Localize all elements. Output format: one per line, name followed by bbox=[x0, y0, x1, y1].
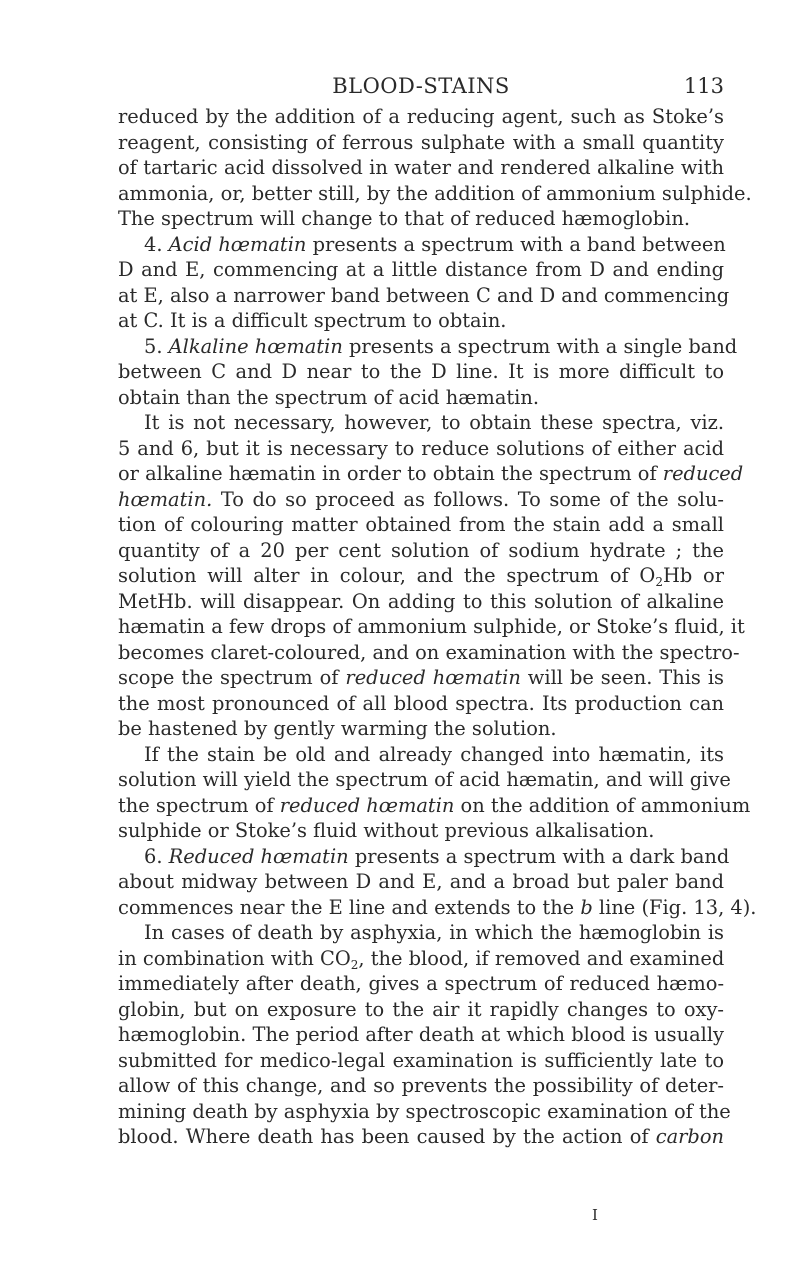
italic-term: Acid hœmatin bbox=[168, 232, 307, 256]
italic-term: reduced hœmatin bbox=[345, 666, 521, 689]
text-line: obtain than the spectrum of acid hæmatin. bbox=[118, 385, 540, 409]
italic-term: Reduced hœmatin bbox=[168, 844, 349, 868]
text-segment: blood. Where death has been caused by the action of bbox=[118, 1125, 656, 1148]
italic-term: reduced bbox=[662, 462, 744, 485]
text-line: ammonia, or, better still, by the addition of ammonium sulphide. bbox=[118, 181, 752, 205]
text-line: globin, but on exposure to the air it rapidly changes to oxy- bbox=[118, 997, 724, 1021]
text-segment: 4. bbox=[144, 232, 169, 256]
text-segment: 5. bbox=[144, 334, 169, 358]
body-text bbox=[118, 104, 757, 1150]
italic-term: carbon bbox=[655, 1125, 724, 1148]
signature-mark: I bbox=[592, 1206, 598, 1224]
text-segment: presents a spectrum with a band between bbox=[306, 232, 726, 256]
text-segment: Hb or bbox=[662, 564, 724, 587]
text-line: 5 and 6, but it is necessary to reduce solutions of either acid bbox=[118, 436, 724, 460]
text-segment: presents a spectrum with a dark band bbox=[348, 844, 730, 868]
page-header bbox=[118, 72, 724, 104]
text-line bbox=[118, 461, 744, 487]
text-line: at E, also a narrower band between C and D and commencing bbox=[118, 283, 730, 307]
text-line bbox=[118, 844, 730, 870]
text-line: allow of this change, and so prevents the possibility of deter- bbox=[118, 1074, 724, 1097]
italic-term: Alkaline hœmatin bbox=[168, 334, 343, 358]
text-segment: To do so proceed as follows. To some of the solu- bbox=[212, 487, 724, 511]
text-line: reagent, consisting of ferrous sulphate with a small quantity bbox=[118, 130, 724, 154]
text-line bbox=[118, 334, 738, 360]
text-line: quantity of a 20 per cent solution of sodium hydrate ; the bbox=[118, 538, 724, 562]
text-line: hæmatin a few drops of ammonium sulphide, or Stoke’s fluid, it bbox=[118, 615, 745, 638]
text-line: of tartaric acid dissolved in water and rendered alkaline with bbox=[118, 156, 724, 179]
text-line: at C. It is a difficult spectrum to obtain. bbox=[118, 309, 507, 332]
text-line: The spectrum will change to that of reduced hæmoglobin. bbox=[118, 207, 691, 230]
text-line bbox=[118, 946, 724, 972]
text-segment: in combination with CO bbox=[118, 946, 351, 970]
text-segment: presents a spectrum with a single band bbox=[342, 334, 738, 358]
text-segment: will be seen. This is bbox=[520, 666, 724, 689]
text-segment: on the addition of ammonium bbox=[454, 793, 751, 817]
text-line: D and E, commencing at a little distance from D and ending bbox=[118, 258, 724, 281]
subscript: 2 bbox=[350, 957, 359, 972]
text-line: hæmoglobin. The period after death at which blood is usually bbox=[118, 1023, 724, 1046]
text-line: If the stain be old and already changed into hæmatin, its bbox=[144, 742, 724, 766]
text-segment: the spectrum of bbox=[118, 793, 280, 817]
text-line bbox=[118, 665, 724, 691]
text-segment: 6. bbox=[144, 844, 169, 868]
text-line: immediately after death, gives a spectrum of reduced hæmo- bbox=[118, 972, 724, 995]
text-line: tion of colouring matter obtained from the stain add a small bbox=[118, 513, 724, 536]
text-line: mining death by asphyxia by spectroscopic examination of the bbox=[118, 1099, 731, 1123]
text-line bbox=[118, 1124, 724, 1150]
italic-term: hœmatin. bbox=[118, 487, 213, 511]
text-line bbox=[118, 563, 724, 589]
text-line bbox=[118, 232, 724, 258]
text-segment: line (Fig. 13, 4). bbox=[592, 895, 757, 919]
text-segment: scope the spectrum of bbox=[118, 666, 346, 689]
text-line: between C and D near to the D line. It is more difficult to bbox=[118, 360, 724, 383]
text-line bbox=[118, 487, 724, 513]
italic-term: reduced hœmatin bbox=[279, 793, 455, 817]
text-line: solution will yield the spectrum of acid hæmatin, and will give bbox=[118, 768, 731, 791]
text-line: be hastened by gently warming the solution. bbox=[118, 717, 557, 740]
text-line: submitted for medico-legal examination is sufficiently late to bbox=[118, 1048, 724, 1072]
text-segment: or alkaline hæmatin in order to obtain the spectrum of bbox=[118, 462, 663, 485]
text-segment: , the blood, if removed and examined bbox=[358, 946, 725, 970]
text-line: MetHb. will disappear. On adding to this solution of alkaline bbox=[118, 589, 724, 613]
text-line: reduced by the addition of a reducing agent, such as Stoke’s bbox=[118, 105, 724, 128]
running-head: BLOOD-STAINS bbox=[332, 74, 510, 98]
text-line: about midway between D and E, and a broad but paler band bbox=[118, 870, 724, 893]
subscript: 2 bbox=[655, 575, 663, 589]
text-line: the most pronounced of all blood spectra. Its production can bbox=[118, 691, 724, 715]
text-line: becomes claret-coloured, and on examination with the spectro- bbox=[118, 640, 740, 664]
italic-term: b bbox=[580, 895, 593, 919]
text-line: In cases of death by asphyxia, in which the hæmoglobin is bbox=[144, 921, 724, 944]
page-number: 113 bbox=[683, 74, 724, 98]
text-segment: commences near the E line and extends to the bbox=[118, 895, 581, 919]
text-line: It is not necessary, however, to obtain these spectra, viz. bbox=[144, 411, 724, 434]
text-line: sulphide or Stoke’s fluid without previous alkalisation. bbox=[118, 819, 655, 842]
text-line bbox=[118, 793, 751, 819]
text-line bbox=[118, 895, 757, 921]
text-segment: solution will alter in colour, and the spectrum of O bbox=[118, 564, 656, 587]
